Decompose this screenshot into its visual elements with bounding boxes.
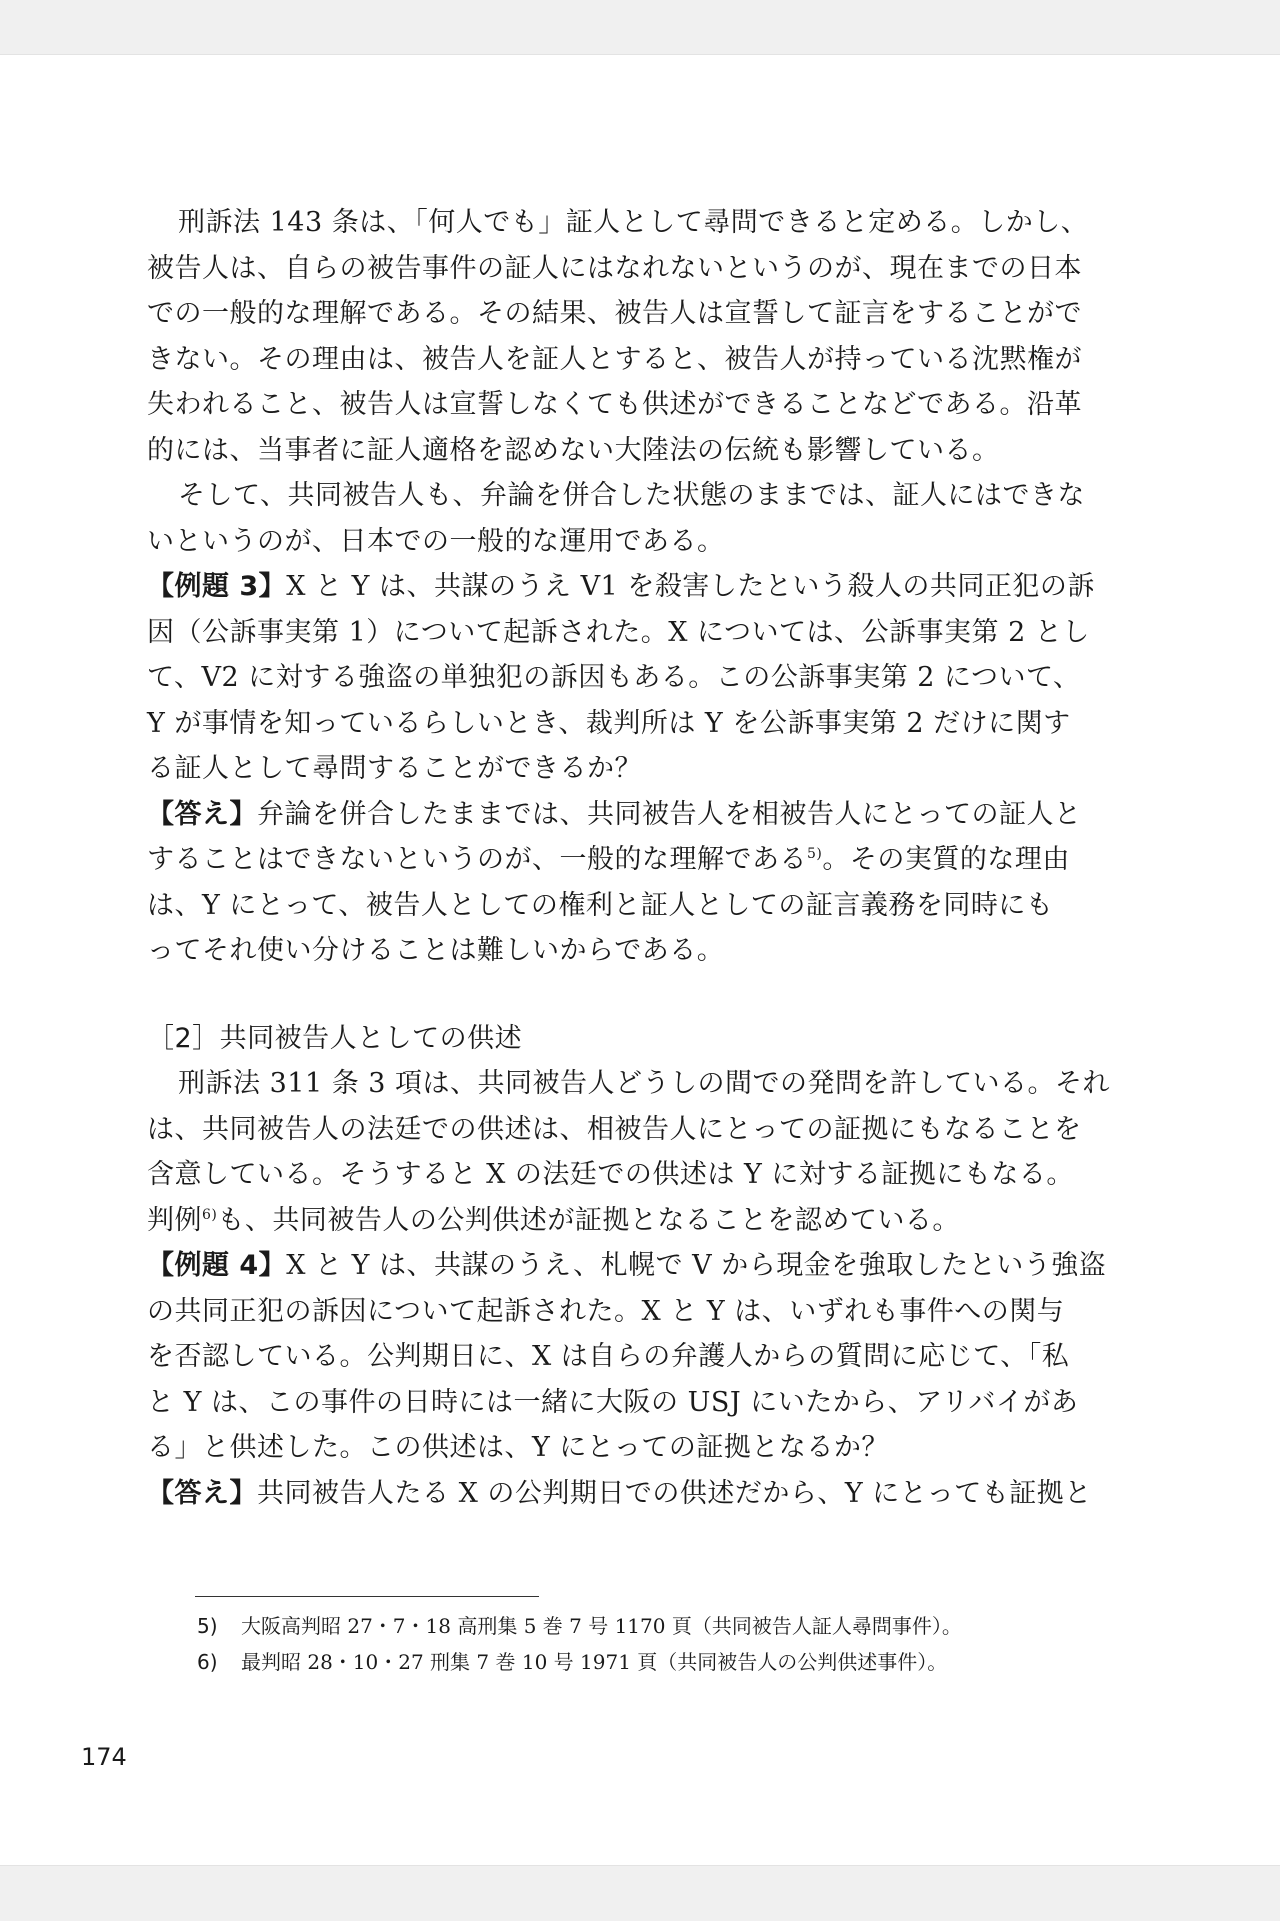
text-line: は、共同被告人の法廷での供述は、相被告人にとっての証拠にもなることを <box>147 1113 1082 1145</box>
text-span: 判例 <box>147 1204 202 1236</box>
text-line: 含意している。そうすると X の法廷での供述は Y に対する証拠にもなる。 <box>147 1159 1074 1190</box>
footnote-5 <box>197 1608 1097 1644</box>
answer-4 <box>147 1471 1105 1517</box>
text-line: る証人として尋問することができるか？ <box>147 753 642 784</box>
text-line: て、V2 に対する強盗の単独犯の訴因もある。この公訴事実第 2 について、 <box>147 662 1081 693</box>
text-line: Y が事情を知っているらしいとき、裁判所は Y を公訴事実第 2 だけに関す <box>147 707 1071 739</box>
footnote-ref-5[interactable]: 5) <box>807 846 823 862</box>
text-line: 失われること、被告人は宣誓しなくても供述ができることなどである。沿革 <box>147 389 1082 420</box>
footnote-number: 5) <box>197 1614 218 1638</box>
page-number: 174 <box>81 1743 127 1771</box>
text-line: 刑訴法 143 条は、「何人でも」証人として尋問できると定める。しかし、 <box>178 207 1089 238</box>
text-line: を否認している。公判期日に、X は自らの弁護人からの質問に応じて、「私 <box>147 1341 1070 1372</box>
text-span: 弁論を併合したままでは、共同被告人を相被告人にとっての証人と <box>257 798 1082 830</box>
text-line: の共同正犯の訴因について起訴された。X と Y は、いずれも事件への関与 <box>147 1295 1065 1327</box>
example-3 <box>147 564 1105 792</box>
footnote-divider <box>195 1596 539 1597</box>
example-4 <box>147 1243 1105 1471</box>
footnote-number: 6) <box>197 1650 218 1674</box>
text-line <box>147 1243 1105 1289</box>
footnote-ref-6[interactable]: 6) <box>202 1206 218 1223</box>
footnote-text: 大阪高判昭 27・7・18 高刑集 5 巻 7 号 1170 頁（共同被告人証人尋問事件）。 <box>241 1614 962 1638</box>
text-line: きない。その理由は、被告人を証人とすると、被告人が持っている沈黙権が <box>147 343 1082 375</box>
body-text <box>147 200 1111 1516</box>
text-span: 。その実質的な理由 <box>822 844 1070 875</box>
text-line: 被告人は、自らの被告事件の証人にはなれないというのが、現在までの日本 <box>147 252 1082 284</box>
text-span: X と Y は、共謀のうえ、札幌で V から現金を強取したという強盗 <box>286 1250 1107 1281</box>
text-line: 刑訴法 311 条 3 項は、共同被告人どうしの間での発問を許している。それ <box>178 1068 1111 1099</box>
paragraph-2 <box>147 473 1105 564</box>
text-line <box>147 564 1105 610</box>
text-line <box>147 837 1105 883</box>
text-line: での一般的な理解である。その結果、被告人は宣誓して証言をすることがで <box>147 298 1082 329</box>
top-margin-band <box>0 0 1280 55</box>
paragraph-1 <box>147 200 1105 473</box>
text-line: 因（公訴事実第 1）について起訴された。X については、公訴事実第 2 とし <box>147 616 1090 648</box>
text-line <box>147 1471 1105 1517</box>
text-line <box>147 1198 1105 1244</box>
answer-3 <box>147 792 1105 974</box>
text-span: することはできないというのが、一般的な理解である <box>147 844 807 875</box>
example-3-label: 【例題 3】 <box>147 571 287 602</box>
text-span: X と Y は、共謀のうえ V1 を殺害したという殺人の共同正犯の訴 <box>286 571 1095 602</box>
paragraph-3 <box>147 1061 1111 1243</box>
text-line <box>147 792 1105 838</box>
footnote-6 <box>197 1644 1097 1680</box>
text-span: 共同被告人たる X の公判期日での供述だから、Y にとっても証拠と <box>257 1477 1092 1509</box>
section-heading: ［2］共同被告人としての供述 <box>147 1022 523 1054</box>
text-line: いというのが、日本での一般的な運用である。 <box>147 525 725 557</box>
text-line: そして、共同被告人も、弁論を併合した状態のままでは、証人にはできな <box>178 480 1085 511</box>
footnote-text: 最判昭 28・10・27 刑集 7 巻 10 号 1971 頁（共同被告人の公判供述事件）。 <box>241 1650 948 1674</box>
text-span: も、共同被告人の公判供述が証拠となることを認めている。 <box>217 1204 960 1236</box>
text-line: と Y は、この事件の日時には一緒に大阪の USJ にいたから、アリバイがあ <box>147 1386 1079 1418</box>
footnotes <box>197 1608 1097 1680</box>
example-4-label: 【例題 4】 <box>147 1250 287 1281</box>
bottom-margin-band <box>0 1865 1280 1921</box>
answer-4-label: 【答え】 <box>147 1477 257 1509</box>
text-line: る」と供述した。この供述は、Y にとっての証拠となるか？ <box>147 1432 889 1463</box>
section-spacer <box>147 974 1105 1016</box>
text-line: ってそれ使い分けることは難しいからである。 <box>147 935 725 966</box>
text-line: 的には、当事者に証人適格を認めない大陸法の伝統も影響している。 <box>147 434 1000 466</box>
text-line: は、Y にとって、被告人としての権利と証人としての証言義務を同時にも <box>147 889 1054 921</box>
answer-3-label: 【答え】 <box>147 798 257 830</box>
